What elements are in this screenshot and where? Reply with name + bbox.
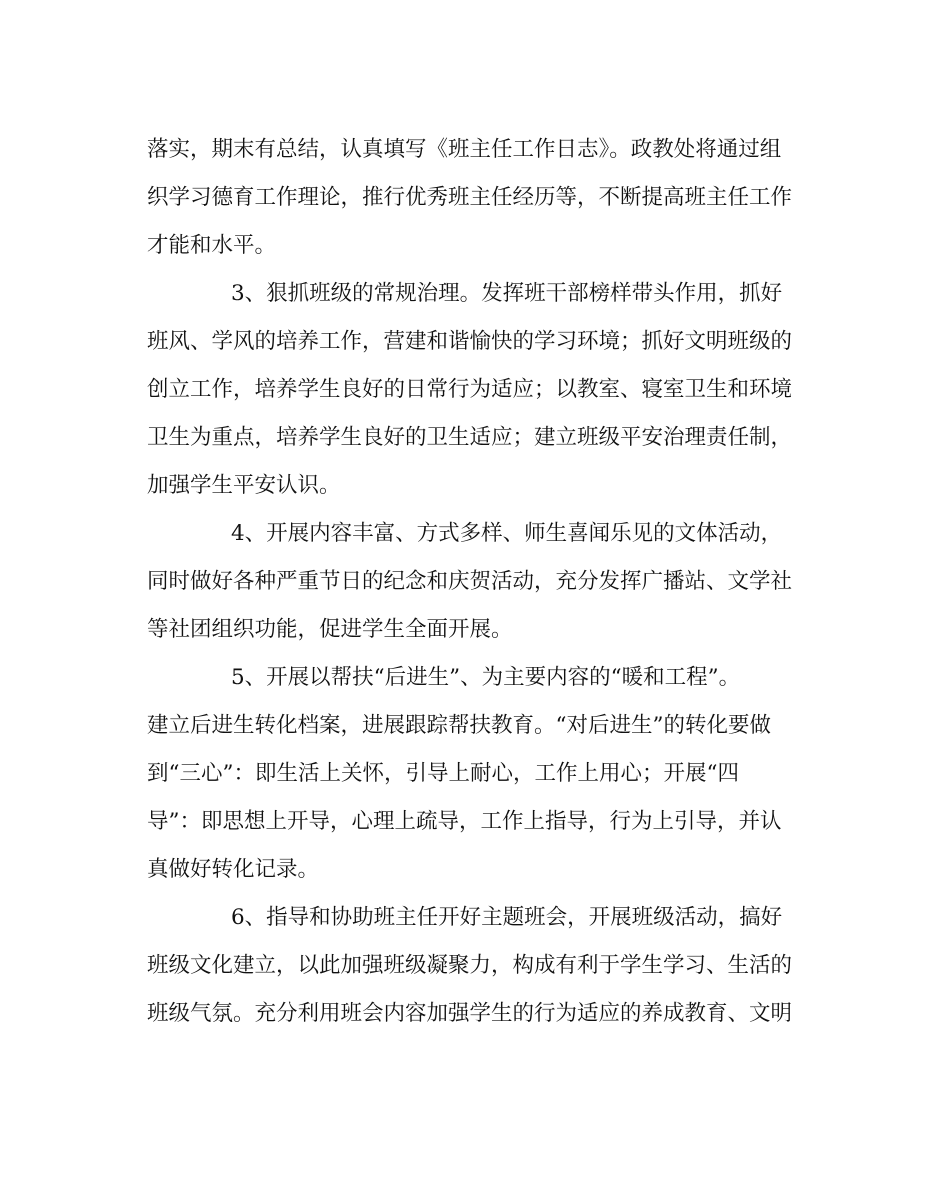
text-line: 真做好转化记录。 bbox=[147, 857, 320, 882]
text-line: 同时做好各种严重节日的纪念和庆贺活动，充分发挥广播站、文学社 bbox=[147, 569, 793, 594]
text-line: 落实，期末有总结，认真填写《班主任工作日志》。政教处将通过组 bbox=[147, 137, 782, 162]
paragraph-item-5 bbox=[147, 654, 807, 894]
text-line: 3、狠抓班级的常规治理。发挥班干部榜样带头作用，抓好 bbox=[231, 281, 783, 306]
text-line: 到“三心”：即生活上关怀，引导上耐心，工作上用心；开展“四 bbox=[147, 761, 739, 786]
text-line: 导”：即思想上开导，心理上疏导，工作上指导，行为上引导，并认 bbox=[147, 809, 782, 834]
text-line: 创立工作，培养学生良好的日常行为适应；以教室、寝室卫生和环境 bbox=[147, 377, 793, 402]
text-line: 班级气氛。充分利用班会内容加强学生的行为适应的养成教育、文明 bbox=[147, 1001, 793, 1026]
paragraph-item-4 bbox=[147, 510, 807, 654]
text-line: 5、开展以帮扶“后进生”、为主要内容的“暖和工程”。 bbox=[231, 665, 741, 690]
text-line: 4、开展内容丰富、方式多样、师生喜闻乐见的文体活动， bbox=[231, 521, 783, 546]
paragraph-continued bbox=[147, 126, 807, 270]
text-line: 才能和水平。 bbox=[147, 233, 277, 258]
paragraph-item-6 bbox=[147, 894, 807, 1038]
text-line: 加强学生平安认识。 bbox=[147, 473, 341, 498]
text-line: 6、指导和协助班主任开好主题班会，开展班级活动，搞好 bbox=[231, 905, 783, 930]
document-body bbox=[147, 126, 807, 1038]
text-line: 班级文化建立，以此加强班级凝聚力，构成有利于学生学习、生活的 bbox=[147, 953, 793, 978]
text-line: 等社团组织功能，促进学生全面开展。 bbox=[147, 617, 513, 642]
text-line: 卫生为重点，培养学生良好的卫生适应；建立班级平安治理责任制， bbox=[147, 425, 793, 450]
text-line: 织学习德育工作理论，推行优秀班主任经历等，不断提高班主任工作 bbox=[147, 185, 793, 210]
text-line: 建立后进生转化档案，进展跟踪帮扶教育。“对后进生”的转化要做 bbox=[147, 713, 771, 738]
paragraph-item-3 bbox=[147, 270, 807, 510]
text-line: 班风、学风的培养工作，营建和谐愉快的学习环境；抓好文明班级的 bbox=[147, 329, 793, 354]
